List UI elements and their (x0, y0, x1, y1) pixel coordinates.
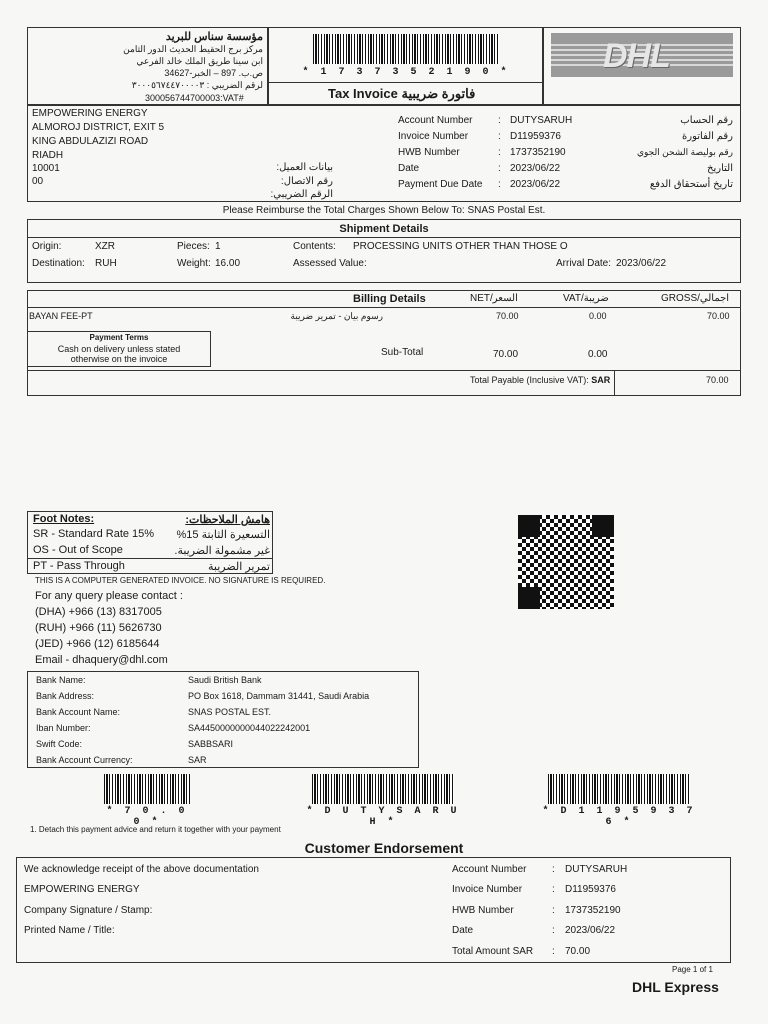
arabic-address-line-1: مركز برج الحقيط الحديث الدور الثامن (123, 44, 263, 54)
endorsement-title: Customer Endorsement (304, 840, 464, 856)
total-currency: SAR (591, 375, 611, 385)
invoice-barcode-text: * D 1 1 9 5 9 3 7 6 * (542, 806, 696, 828)
bank-row (36, 675, 411, 688)
pieces-label: Pieces: (177, 241, 210, 252)
bank-value: SA4450000000044022242001 (188, 723, 311, 733)
arabic-address-line-4: لرقم الضريبي : ٣٠٠٠٥٦٧٤٤٧٠٠٠٠٣ (131, 80, 263, 90)
contact-dha: (DHA) +966 (13) 8317005 (35, 606, 162, 618)
origin-label: Origin: (32, 241, 62, 252)
customer-line-2: ALMOROJ DISTRICT, EXIT 5 (32, 122, 165, 133)
total-label: Total Payable (Inclusive VAT): (470, 375, 589, 385)
dhl-logo (551, 33, 733, 77)
page-number: Page 1 of 1 (672, 965, 713, 974)
endorsement-colon: : (552, 905, 555, 916)
header-divider (268, 82, 543, 83)
footnotes-title-arabic: هامش الملاحظات: (185, 514, 270, 526)
customer-line-5: 10001 (32, 163, 60, 174)
footnote-divider (27, 558, 273, 559)
billing-item-vat: 0.00 (589, 311, 607, 321)
endorsement-row-date (452, 925, 722, 939)
endorsement-label: Total Amount SAR (452, 946, 534, 957)
info-label: Date (398, 163, 420, 174)
info-label: Payment Due Date (398, 179, 483, 190)
bank-value: SAR (188, 755, 207, 765)
endorsement-value: D11959376 (565, 884, 616, 895)
info-arabic: رقم بوليصة الشحن الجوي (636, 147, 733, 157)
footnote-sr: SR - Standard Rate 15% (33, 528, 155, 540)
footnote-sr-arabic: التسعيرة الثابتة 15% (176, 529, 270, 541)
endorsement-value: 2023/06/22 (565, 925, 616, 936)
info-arabic: تاريخ أستحقاق الدفع (649, 179, 733, 190)
bank-label: Bank Account Name: (36, 707, 121, 717)
info-row-hwb (398, 147, 733, 161)
bank-label: Bank Account Currency: (36, 755, 133, 765)
pieces-value: 1 (215, 241, 221, 252)
arabic-address-line-3: ص.ب. 897 – الخبر-34627 (164, 68, 263, 78)
subtotal-label: Sub-Total (381, 347, 424, 358)
billing-item-net: 70.00 (496, 311, 519, 321)
endorsement-company: EMPOWERING ENERGY (24, 884, 140, 895)
arabic-address-line-2: ابن سينا طريق الملك خالد الفرعي (136, 56, 263, 66)
endorsement-colon: : (552, 946, 555, 957)
arabic-tax-label: الرقم الضريبي: (270, 189, 333, 200)
endorsement-colon: : (552, 925, 555, 936)
arabic-customer-label: بيانات العميل: (276, 162, 333, 173)
tax-invoice-label (328, 86, 475, 102)
detach-note: 1. Detach this payment advice and return it together with your payment (30, 825, 281, 834)
info-value: 1737352190 (510, 147, 566, 158)
footnote-os-arabic: غير مشمولة الضريبة. (174, 545, 270, 557)
customer-line-6: 00 (32, 176, 44, 187)
info-value: D11959376 (510, 131, 561, 142)
arrival-value: 2023/06/22 (616, 258, 667, 269)
total-value: 70.00 (706, 375, 729, 385)
endorsement-label: Date (452, 925, 474, 936)
contents-value: PROCESSING UNITS OTHER THAN THOSE O (353, 241, 568, 252)
bank-value: SNAS POSTAL EST. (188, 707, 272, 717)
billing-item-arabic: رسوم بيان - تمرير ضريبة (290, 311, 383, 321)
endorsement-label: HWB Number (452, 905, 514, 916)
amount-barcode-icon (104, 774, 190, 804)
subtotal-vat: 0.00 (588, 349, 608, 360)
endorsement-colon: : (552, 864, 555, 875)
tax-invoice-en: Tax Invoice (328, 86, 398, 101)
customer-line-4: RIADH (32, 150, 64, 161)
info-label: Invoice Number (398, 131, 469, 142)
info-colon: : (498, 147, 501, 158)
footnote-pt: PT - Pass Through (33, 560, 125, 572)
info-row-account (398, 115, 733, 129)
top-barcode-text: * 1 7 3 7 3 5 2 1 9 0 * (302, 67, 510, 78)
billing-title: Billing Details (353, 293, 426, 305)
bank-row (36, 691, 411, 704)
endorsement-value: DUTYSARUH (565, 864, 628, 875)
contact-heading: For any query please contact : (35, 590, 183, 602)
info-colon: : (498, 115, 501, 126)
qr-code-icon (518, 515, 614, 609)
endorsement-value: 1737352190 (565, 905, 621, 916)
contact-ruh: (RUH) +966 (11) 5626730 (35, 622, 162, 634)
shipment-title: Shipment Details (339, 223, 429, 235)
payment-terms-title: Payment Terms (89, 333, 149, 342)
account-barcode-text: * D U T Y S A R U H * (306, 806, 460, 828)
endorsement-printed-name: Printed Name / Title: (24, 925, 115, 936)
footnote-os: OS - Out of Scope (33, 544, 123, 556)
bank-label: Bank Address: (36, 691, 95, 701)
bank-label: Swift Code: (36, 739, 83, 749)
endorsement-row-hwb (452, 905, 722, 919)
shipment-title-divider (27, 237, 741, 238)
endorsement-ack: We acknowledge receipt of the above documentation (24, 864, 259, 875)
contents-label: Contents: (293, 241, 336, 252)
info-value: 2023/06/22 (510, 163, 561, 174)
billing-header-divider (27, 307, 741, 308)
destination-label: Destination: (32, 258, 85, 269)
gross-header: GROSS/اجمالي (661, 293, 730, 304)
billing-item-name: BAYAN FEE-PT (29, 311, 93, 321)
info-arabic: رقم الفاتورة (682, 131, 733, 142)
computer-generated-note: THIS IS A COMPUTER GENERATED INVOICE. NO SIGNATURE IS REQUIRED. (35, 576, 326, 585)
endorsement-colon: : (552, 884, 555, 895)
bank-row (36, 739, 411, 752)
billing-item-gross: 70.00 (707, 311, 730, 321)
customer-line-1: EMPOWERING ENERGY (32, 108, 148, 119)
invoice-barcode-icon (548, 774, 690, 804)
info-colon: : (498, 163, 501, 174)
info-colon: : (498, 131, 501, 142)
assessed-value-label: Assessed Value: (293, 258, 367, 269)
weight-value: 16.00 (215, 258, 241, 269)
contact-jed: (JED) +966 (12) 6185644 (35, 638, 160, 650)
origin-value: XZR (95, 241, 115, 252)
info-label: Account Number (398, 115, 473, 126)
top-barcode-icon (313, 34, 499, 64)
endorsement-row-invoice (452, 884, 722, 898)
bank-row (36, 723, 411, 736)
total-separator (614, 370, 615, 396)
bank-row (36, 707, 411, 720)
info-row-invoice (398, 131, 733, 145)
brand-footer: DHL Express (632, 979, 719, 995)
vat-number: 300056744700003:VAT# (145, 93, 244, 103)
info-arabic: رقم الحساب (680, 115, 733, 126)
endorsement-signature: Company Signature / Stamp: (24, 905, 153, 916)
total-payable (470, 375, 610, 385)
bank-label: Bank Name: (36, 675, 86, 685)
footnotes-title: Foot Notes: (33, 513, 95, 525)
customer-line-3: KING ABDULAZIZI ROAD (32, 136, 149, 147)
dhl-logo-text: DHL (603, 37, 670, 75)
info-arabic: التاريخ (707, 163, 733, 174)
net-header: NET/السعر (470, 293, 518, 304)
payment-terms-text: Cash on delivery unless stated otherwise on the invoice (57, 344, 181, 364)
weight-label: Weight: (177, 258, 211, 269)
vat-header: VAT/ضريبة (563, 293, 609, 304)
reimburse-text: Please Reimburse the Total Charges Shown Below To: SNAS Postal Est. (222, 205, 546, 216)
destination-value: RUH (95, 258, 117, 269)
endorsement-label: Account Number (452, 864, 527, 875)
arabic-company-name: مؤسسة سناس للبريد (165, 31, 263, 43)
info-value: 2023/06/22 (510, 179, 561, 190)
arabic-contact-label: رقم الاتصال: (280, 176, 333, 187)
info-row-due-date (398, 179, 733, 193)
info-label: HWB Number (398, 147, 460, 158)
footnote-pt-arabic: تمرير الضريبة (208, 561, 270, 573)
bank-value: Saudi British Bank (188, 675, 262, 685)
bank-row (36, 755, 411, 768)
info-row-date (398, 163, 733, 177)
info-value: DUTYSARUH (510, 115, 573, 126)
bank-value: SABBSARI (188, 739, 234, 749)
endorsement-label: Invoice Number (452, 884, 523, 895)
arrival-label: Arrival Date: (556, 258, 612, 269)
total-divider (27, 370, 741, 371)
tax-invoice-ar: فاتورة ضريبية (401, 86, 476, 101)
account-barcode-icon (312, 774, 454, 804)
contact-email: Email - dhaquery@dhl.com (35, 654, 168, 666)
bank-label: Iban Number: (36, 723, 91, 733)
info-colon: : (498, 179, 501, 190)
endorsement-row-account (452, 864, 722, 878)
endorsement-row-total (452, 946, 722, 960)
amount-barcode-text: * 7 0 . 0 0 * (106, 806, 188, 828)
bank-value: PO Box 1618, Dammam 31441, Saudi Arabia (188, 691, 370, 701)
subtotal-net: 70.00 (493, 349, 519, 360)
endorsement-value: 70.00 (565, 946, 591, 957)
